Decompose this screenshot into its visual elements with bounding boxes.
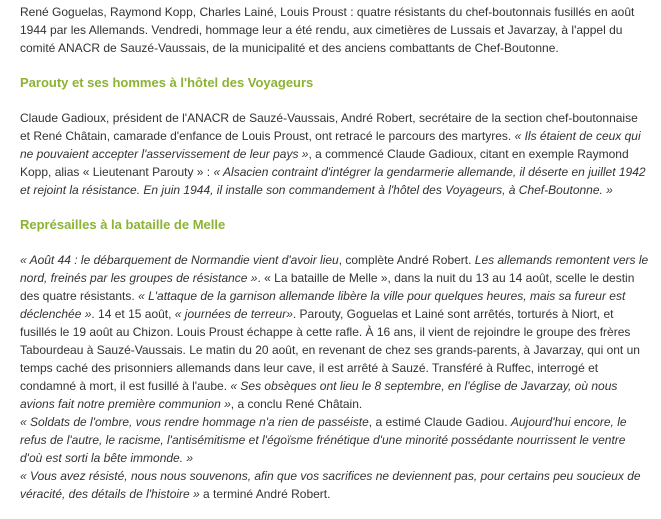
quote-run: « Alsacien contraint d'intégrer la gendarmerie allemande, il déserte en juillet 1942 et rejoint la résistance. En juin 1944, il installe son commandement à l'hôtel des Voyageurs, à Chef-Boutonne. » bbox=[20, 165, 646, 197]
quote-run: « Ils étaient de ceux qui ne pouvaient accepter l'asservissement de leur pays » bbox=[20, 129, 641, 161]
text-run: , a commencé Claude Gadioux, citant en exemple Raymond Kopp, alias « Lieutenant Parouty » : bbox=[20, 147, 629, 179]
quote-run: « Ses obsèques ont lieu le 8 septembre, en l'église de Javarzay, où nous avions fait notre première communion » bbox=[20, 379, 618, 411]
quote-run: « Vous avez résisté, nous nous souvenons, afin que vos sacrifices ne deviennent pas, pour certains peu soucieux de véracité, des détails de l'histoire » bbox=[20, 469, 641, 501]
quote-run: « journées de terreur» bbox=[174, 307, 293, 321]
text-run: . « La bataille de Melle », dans la nuit du 13 au 14 août, scelle le destin des quatre résistants. bbox=[20, 271, 635, 303]
text-run: . 14 et 15 août, bbox=[91, 307, 175, 321]
text-run: . Parouty, Goguelas et Lainé sont arrêtés, torturés à Niort, et fusillés le 19 août au Chizon. Louis Proust échappe à cette rafle. À 16 ans, il vient de rejoindre le groupe des frères Tabourdeau à Sauzé-Vaussais. Le matin du 20 août, en revenant de chez ses grands-parents, à Javarzay, qui ont un temps caché des prisonniers allemands dans leur cave, il est arrêté à Sauzé. Transféré à Ruffec, interrogé et condamné à mort, il est fusillé à l'aube. bbox=[20, 307, 640, 393]
section-heading-melle: Représailles à la bataille de Melle bbox=[20, 217, 226, 232]
quote-run: Aujourd'hui encore, le refus de l'autre, le racisme, l'antisémitisme et l'égoïsme frénétique d'une minorité possédante nourrissent le ventre d'où est sorti la bête immonde. » bbox=[20, 415, 627, 465]
text-run: , a conclu René Châtain. bbox=[230, 397, 363, 411]
text-run: Claude Gadioux, président de l'ANACR de Sauzé-Vaussais, André Robert, secrétaire de la section chef-boutonnaise et René Châtain, camarade d'enfance de Louis Proust, ont retracé le parcours des martyres. bbox=[20, 111, 638, 143]
text-run: , complète André Robert. bbox=[338, 253, 475, 267]
quote-run: Les allemands remontent vers le nord, freinés par les groupes de résistance » bbox=[20, 253, 649, 285]
quote-run: « L'attaque de la garnison allemande libère la ville pour quelques heures, mais sa fureur est déclenchée » bbox=[20, 289, 626, 321]
quote-run: « Soldats de l'ombre, vous rendre hommage n'a rien de passéiste bbox=[20, 415, 369, 429]
text-run: , a estimé Claude Gadiou. bbox=[368, 415, 511, 429]
quote-run: « Août 44 : le débarquement de Normandie vient d'avoir lieu bbox=[20, 253, 339, 267]
text-run: a terminé André Robert. bbox=[199, 487, 331, 501]
paragraph-parouty bbox=[20, 109, 651, 199]
paragraph-conclusion bbox=[20, 467, 651, 503]
paragraph-hommage bbox=[20, 413, 651, 467]
intro-paragraph: René Goguelas, Raymond Kopp, Charles Lainé, Louis Proust : quatre résistants du chef-boutonnais fusillés en août 1944 par les Allemands. Vendredi, hommage leur a été rendu, aux cimetières de Lussais et Javarzay, à l'appel du comité ANACR de Sauzé-Vaussais, de la municipalité et des anciens combattants de Chef-Boutonne. bbox=[20, 5, 635, 55]
section-heading-parouty: Parouty et ses hommes à l'hôtel des Voyageurs bbox=[20, 75, 314, 90]
paragraph-melle bbox=[20, 251, 651, 413]
